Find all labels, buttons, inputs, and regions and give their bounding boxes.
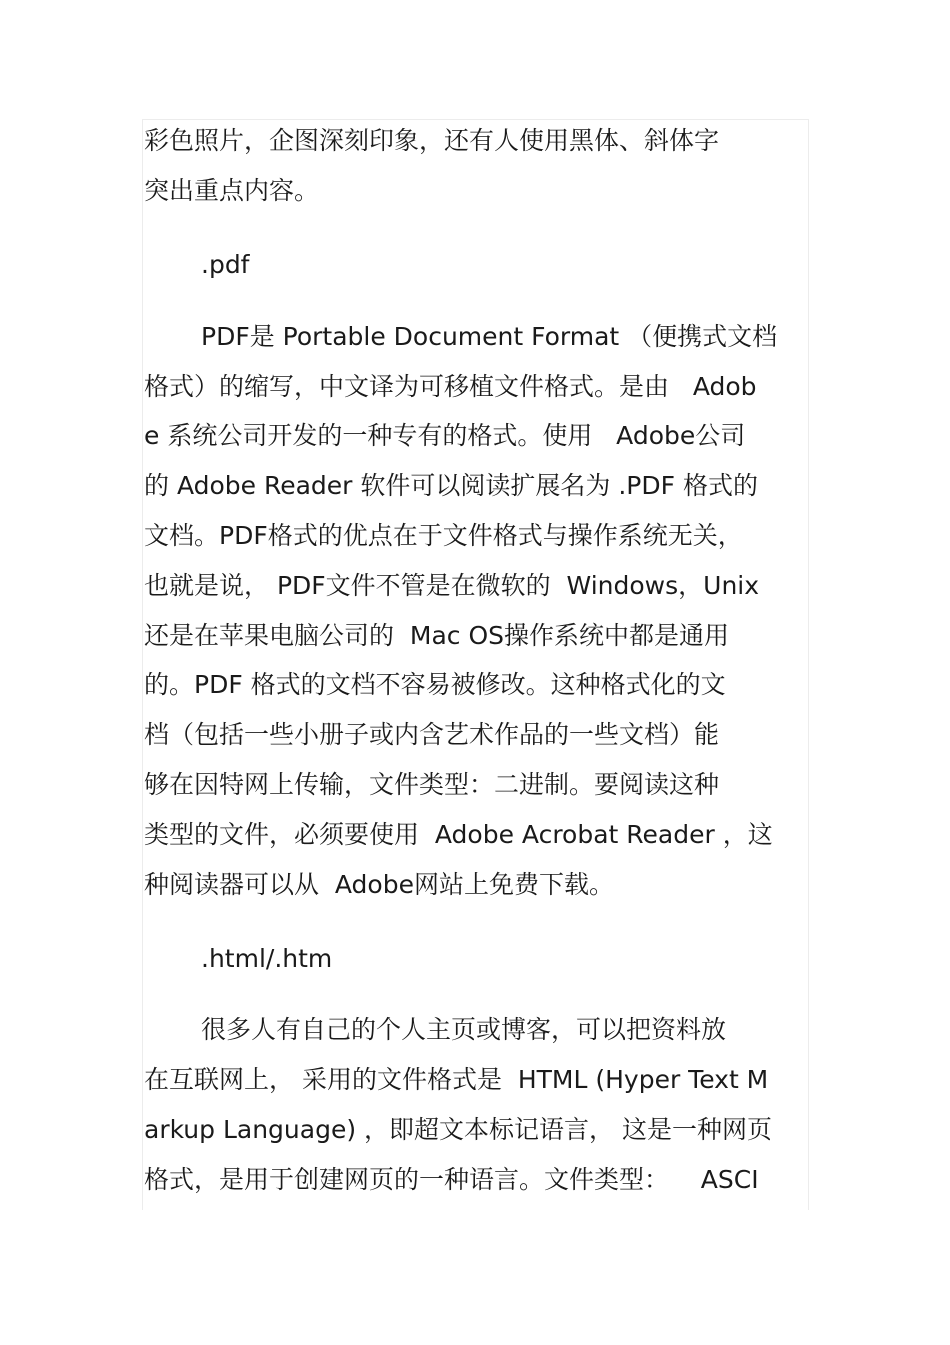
text-line: 还是在苹果电脑公司的 Mac OS操作系统中都是通用: [144, 621, 730, 650]
text-line: e 系统公司开发的一种专有的格式。使用 Adobe公司: [144, 421, 746, 450]
text-line: 的 Adobe Reader 软件可以阅读扩展名为 .PDF 格式的: [144, 471, 758, 500]
text-line: 很多人有自己的个人主页或博客，可以把资料放: [201, 1015, 727, 1044]
text-line: arkup Language) ，即超文本标记语言， 这是一种网页: [144, 1115, 772, 1144]
section-heading-pdf: .pdf: [201, 250, 250, 279]
text-line: 格式，是用于创建网页的一种语言。文件类型： ASCI: [144, 1165, 759, 1194]
text-line: 也就是说， PDF文件不管是在微软的 Windows，Unix: [144, 571, 760, 600]
text-line: PDF是 Portable Document Format （便携式文档: [201, 322, 778, 351]
section-heading-html: .html/.htm: [201, 944, 333, 973]
text-line: 文档。PDF格式的优点在于文件格式与操作系统无关，: [144, 521, 743, 550]
text-line: 在互联网上， 采用的文件格式是 HTML (Hyper Text M: [144, 1065, 769, 1094]
text-line: 的。PDF 格式的文档不容易被修改。这种格式化的文: [144, 670, 726, 699]
text-line: 种阅读器可以从 Adobe网站上免费下载。: [144, 870, 614, 899]
text-line: 类型的文件，必须要使用 Adobe Acrobat Reader ，这: [144, 820, 773, 849]
text-line: 格式）的缩写，中文译为可移植文件格式。是由 Adob: [144, 372, 757, 401]
text-line: 够在因特网上传输，文件类型：二进制。要阅读这种: [144, 770, 720, 799]
text-line: 档（包括一些小册子或内含艺术作品的一些文档）能: [144, 720, 720, 749]
text-line: 突出重点内容。: [144, 176, 320, 205]
text-line: 彩色照片，企图深刻印象，还有人使用黑体、斜体字: [144, 126, 720, 155]
